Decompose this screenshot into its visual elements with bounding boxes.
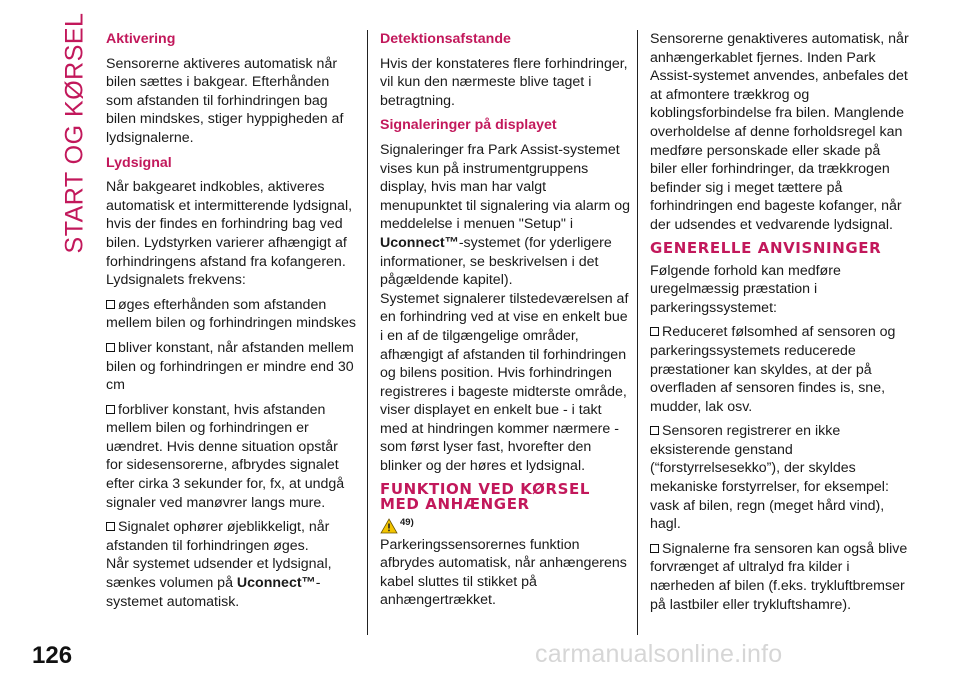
paragraph-volume: Når systemet udsender et lydsignal, sænkes volumen på Uconnect™-systemet automatisk. xyxy=(106,556,332,610)
paragraph-funktion: Parkeringssensorernes funktion afbrydes automatisk, når anhængerens kabel sluttes til stikket på anhængertrækket. xyxy=(380,536,627,609)
warning-ref-number: 49) xyxy=(400,516,414,528)
checkbox-bullet-icon xyxy=(106,405,115,414)
list-item: bliver konstant, når afstanden mellem bilen og forhindringen er mindre end 30 cm xyxy=(106,339,354,394)
heading-funktion-anhaenger: FUNKTION VED KØRSEL MED ANHÆNGER xyxy=(380,479,591,513)
paragraph-frekvens: Lydsignalets frekvens: xyxy=(106,272,246,289)
list-item: øges efterhånden som afstanden mellem bilen og forhindringen mindskes xyxy=(106,296,356,332)
column-divider xyxy=(367,30,368,635)
heading-detektionsafstande: Detektionsafstande xyxy=(380,31,511,47)
paragraph-genaktivering: Sensorerne genaktiveres automatisk, når anhængerkablet fjernes. Inden Park Assist-systemet anvendes, anbefales det at afmontere trækkrog og koblingsforbindelse fra bilen. Manglende overholdelse af denne forholdsregel kan medføre personskade eller skade på biler eller forhindringer, da trækkrogen befinder sig i meget tættere på forhindringen end bageste kofanger, når der udsendes et vedvarende lydsignal. xyxy=(650,31,909,233)
paragraph-signaleringer-2: Systemet signalerer tilstedeværelsen af en forhindring ved at vise en enkelt bue i en af de tilgængelige områder, afhængigt af afstanden til forhindringen og bilens position. Hvis forhindringen registreres i bageste midterste område, viser displayet en enkelt bue - i takt med at hindringen kommer nærmere - som først lyser fast, hvorefter den blinker og der høres et lydsignal. xyxy=(380,290,629,475)
list-item: forbliver konstant, hvis afstanden mellem bilen og forhindringen er uændret. Hvis denne situation opstår for sidesensorerne, afbrydes signalet efter cirka 3 sekunder for, fx, at undgå signaler ved manøvrer langs mure. xyxy=(106,401,345,511)
column-3 xyxy=(650,30,910,620)
list-item: Signalet ophører øjeblikkeligt, når afstanden til forhindringen øges. xyxy=(106,519,330,554)
heading-signaleringer: Signaleringer på displayet xyxy=(380,117,557,134)
list-item: Signalerne fra sensoren kan også blive forvrænget af ultralyd fra kilder i nærheden af bilen (f.eks. trykluftbremser på lastbiler eller trykluftshamre). xyxy=(650,540,908,613)
checkbox-bullet-icon xyxy=(106,300,115,309)
section-side-title: START OG KØRSEL xyxy=(60,12,89,254)
page-number: 126 xyxy=(32,642,73,669)
checkbox-bullet-icon xyxy=(650,426,659,435)
checkbox-bullet-icon xyxy=(106,522,115,531)
watermark: carmanualsonline.info xyxy=(535,640,783,668)
paragraph-aktivering: Sensorerne aktiveres automatisk når bilen sættes i bakgear. Efterhånden som afstanden til forhindringen bag bilen mindskes, stiger hyppigheden af lydsignalerne. xyxy=(106,55,344,146)
paragraph-lydsignal: Når bakgearet indkobles, aktiveres automatisk et intermitterende lydsignal, hvis der findes en forhindring bag ved bilen. Lydstyrken varierer afhængigt af forhindringens afstand fra kofangeren. xyxy=(106,179,353,270)
heading-generelle-anvisninger: GENERELLE ANVISNINGER xyxy=(650,238,882,257)
list-item: Sensoren registrerer en ikke eksisterende genstand (“forstyrrelsesekko”), der skyldes mekaniske forstyrrelser, for eksempel: vask af bilen, regn (meget hård vind), hagl. xyxy=(650,423,889,533)
column-2 xyxy=(380,30,630,616)
column-divider xyxy=(637,30,638,635)
list-item: Reduceret følsomhed af sensoren og parkeringssystemets reducerede præstationer kan skyldes, at der på overfladen af sensoren findes is, sne, mudder, lak osv. xyxy=(650,324,896,415)
warning-reference xyxy=(380,518,630,536)
checkbox-bullet-icon xyxy=(106,343,115,352)
heading-aktivering: Aktivering xyxy=(106,31,176,47)
column-1 xyxy=(106,30,356,617)
warning-triangle-icon xyxy=(380,518,398,534)
paragraph-detektion: Hvis der konstateres flere forhindringer, vil kun den nærmeste blive taget i betragtning. xyxy=(380,55,628,109)
heading-lydsignal: Lydsignal xyxy=(106,154,172,171)
paragraph-signaleringer: Signaleringer fra Park Assist-systemet vises kun på instrumentgruppens display, hvis man har valgt menupunktet til signalering via alarm og meddelelse i menuen "Setup" i Uconnect™-systemet (for yderligere informationer, se beskrivelsen i det pågældende kapitel). xyxy=(380,141,630,289)
paragraph-generelle: Følgende forhold kan medføre uregelmæssig præstation i parkeringssystemet: xyxy=(650,262,841,316)
checkbox-bullet-icon xyxy=(650,327,659,336)
checkbox-bullet-icon xyxy=(650,544,659,553)
